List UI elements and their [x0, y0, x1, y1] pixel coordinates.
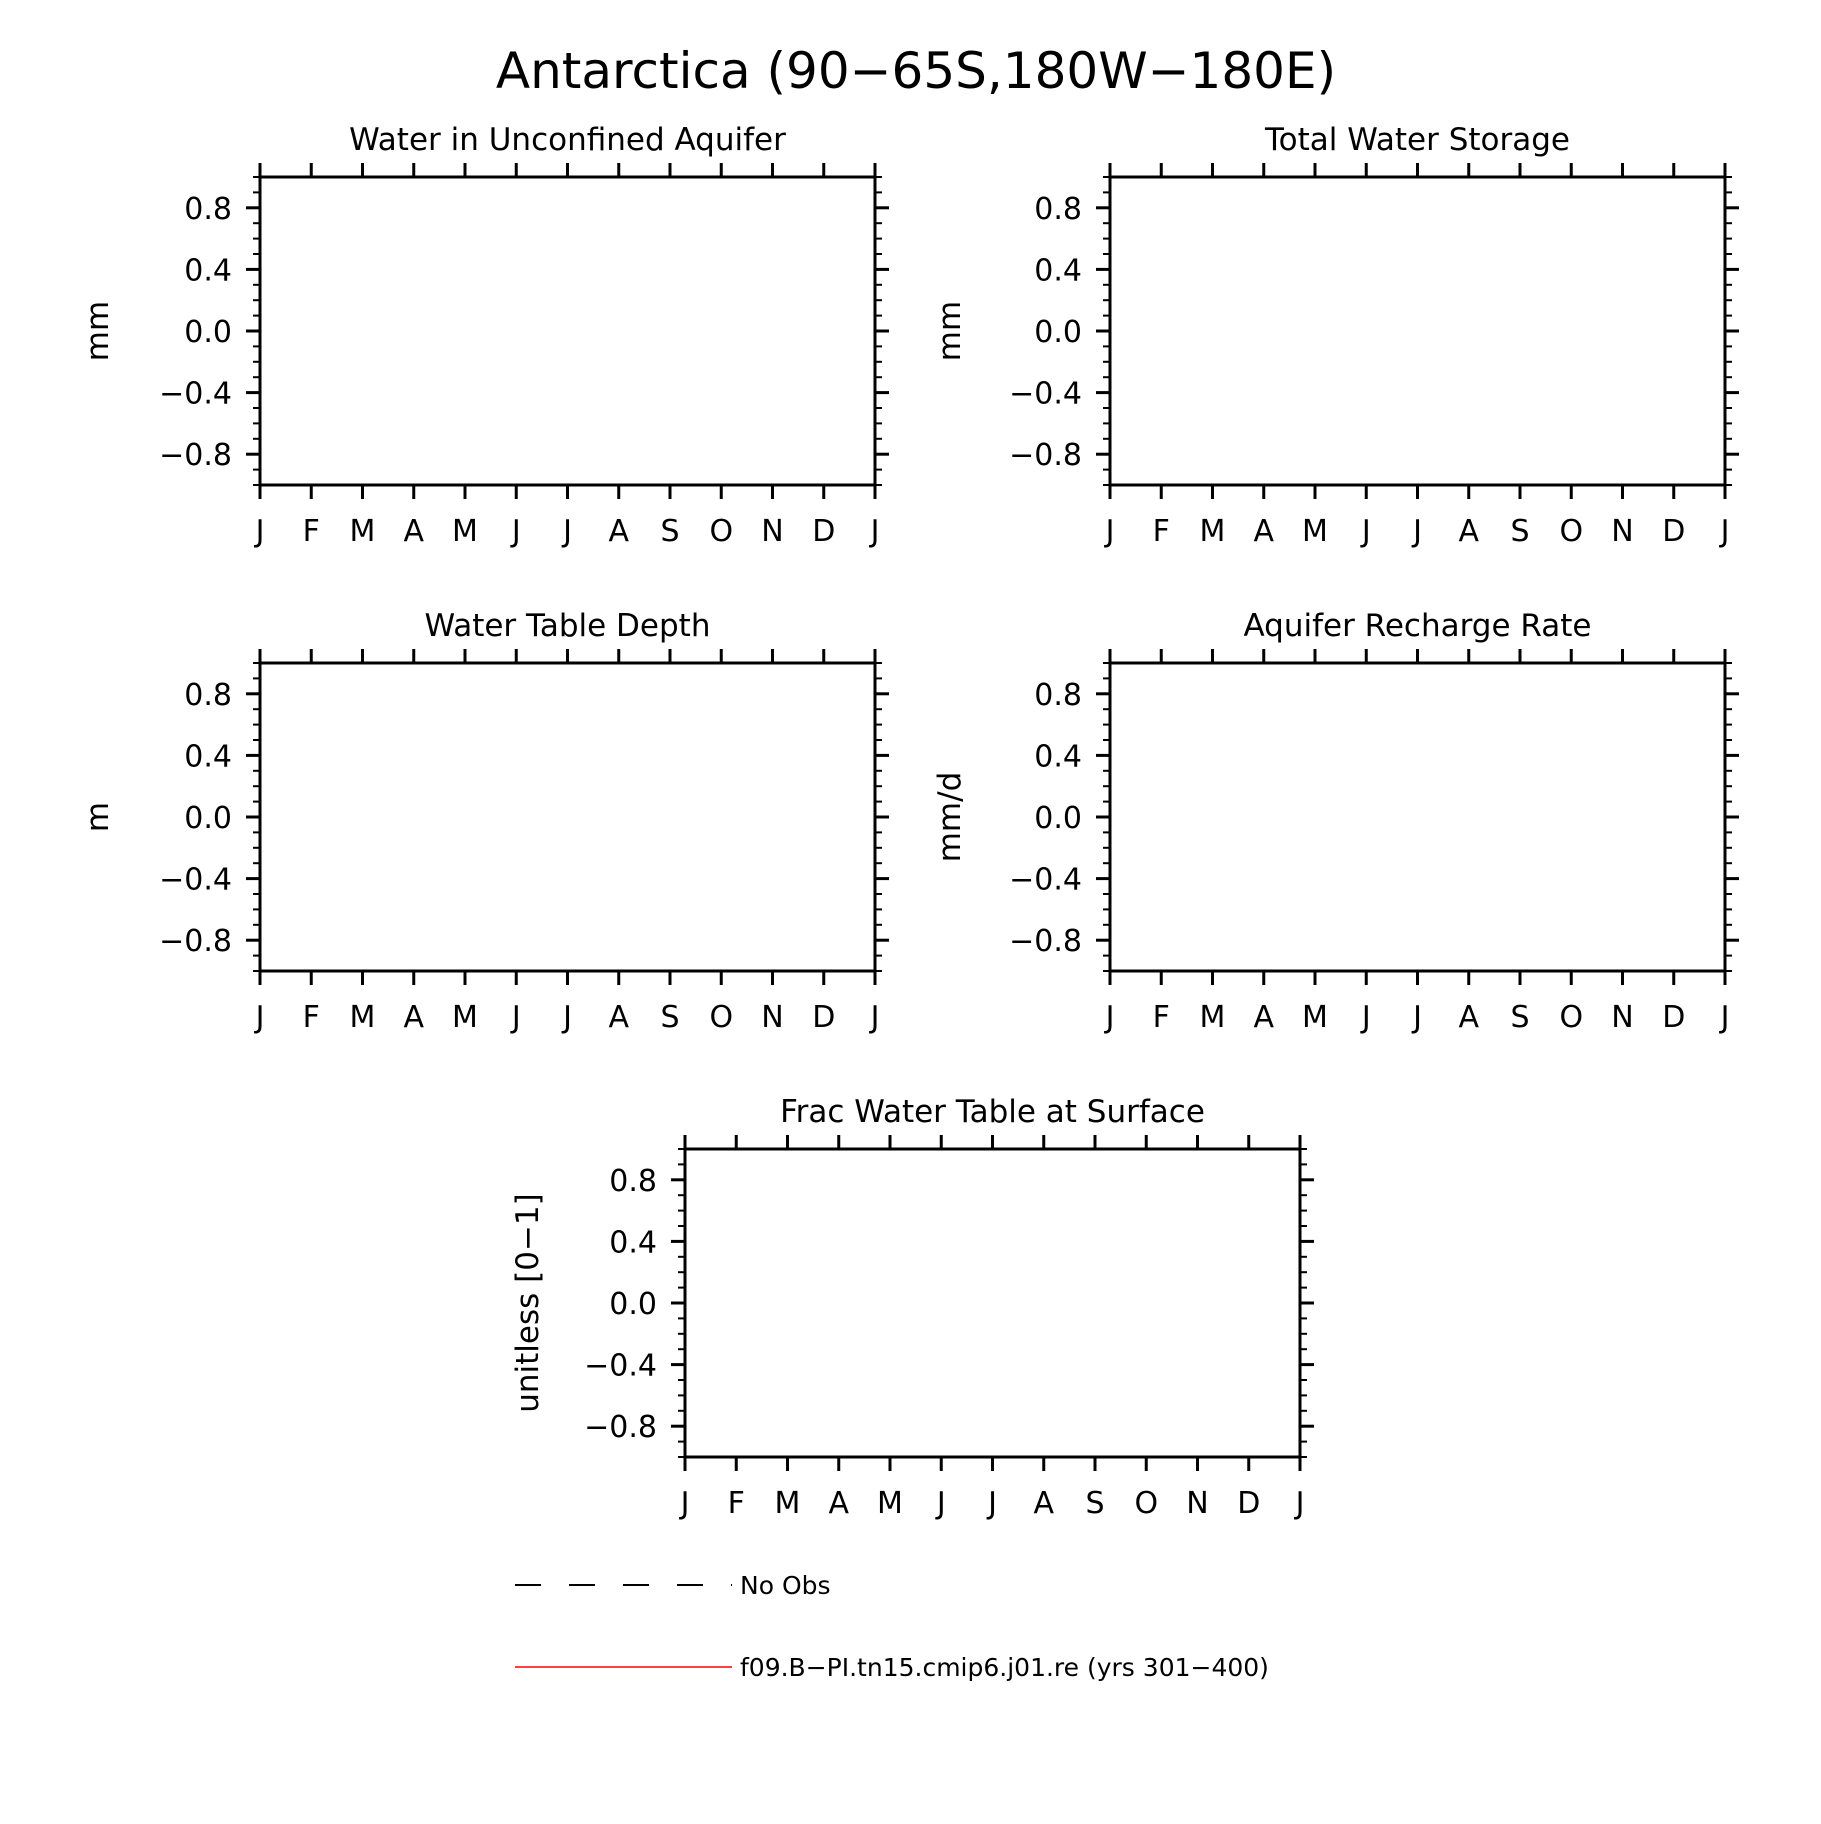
- x-tick-label: A: [1033, 1486, 1055, 1521]
- chart-panel-5: [510, 1094, 1314, 1521]
- x-tick-label: O: [1559, 1000, 1584, 1035]
- x-tick-label: A: [1458, 514, 1480, 549]
- y-tick-label: 0.0: [1034, 315, 1082, 350]
- y-tick-label: −0.8: [159, 438, 232, 474]
- plot-frame: [1110, 663, 1725, 971]
- x-tick-label: J: [255, 514, 265, 549]
- y-axis-label: mm: [80, 300, 116, 362]
- legend-item: [515, 1653, 1269, 1682]
- plot-frame: [260, 177, 875, 485]
- x-tick-label: J: [870, 1000, 880, 1035]
- x-tick-label: S: [660, 514, 680, 549]
- y-tick-label: −0.8: [1009, 924, 1082, 960]
- y-tick-label: 0.4: [1034, 739, 1082, 775]
- x-tick-label: F: [1152, 514, 1170, 549]
- x-tick-label: J: [563, 1000, 572, 1035]
- x-tick-label: M: [1302, 1000, 1328, 1035]
- x-tick-label: F: [302, 1000, 320, 1035]
- y-tick-label: 0.4: [184, 253, 232, 289]
- x-tick-label: M: [349, 1000, 376, 1035]
- y-tick-label: −0.8: [159, 924, 232, 960]
- y-tick-label: −0.4: [1009, 862, 1082, 898]
- x-tick-label: N: [1611, 1000, 1634, 1035]
- y-tick-label: 0.8: [184, 191, 232, 227]
- x-tick-label: F: [302, 514, 320, 549]
- x-tick-label: D: [812, 1000, 836, 1035]
- x-tick-label: J: [511, 1000, 521, 1035]
- legend-label: f09.B−PI.tn15.cmip6.j01.re (yrs 301−400): [740, 1653, 1269, 1682]
- y-tick-label: −0.8: [1009, 438, 1082, 474]
- y-tick-label: −0.8: [584, 1410, 657, 1446]
- x-tick-label: J: [1361, 514, 1371, 549]
- x-tick-label: S: [660, 1000, 680, 1035]
- x-tick-label: D: [1662, 514, 1686, 549]
- panel-title: Frac Water Table at Surface: [780, 1094, 1205, 1130]
- x-tick-label: A: [1253, 1000, 1275, 1035]
- x-tick-label: J: [680, 1486, 690, 1521]
- chart-panel-2: [932, 122, 1739, 549]
- legend: [515, 1571, 1269, 1682]
- x-tick-label: M: [452, 514, 478, 549]
- x-tick-label: O: [709, 1000, 734, 1035]
- x-tick-label: S: [1085, 1486, 1105, 1521]
- chart-panel-4: [932, 608, 1739, 1035]
- x-tick-label: J: [1413, 1000, 1422, 1035]
- y-tick-label: −0.4: [159, 376, 232, 412]
- panel-title: Total Water Storage: [1264, 122, 1571, 158]
- x-tick-label: N: [761, 514, 784, 549]
- y-axis-label: mm: [932, 300, 968, 362]
- y-axis-label: mm/d: [932, 771, 968, 863]
- x-tick-label: O: [709, 514, 734, 549]
- x-tick-label: A: [608, 514, 630, 549]
- x-tick-label: J: [988, 1486, 997, 1521]
- x-tick-label: J: [563, 514, 572, 549]
- x-tick-label: A: [403, 514, 425, 549]
- x-tick-label: M: [877, 1486, 903, 1521]
- y-tick-label: 0.4: [1034, 253, 1082, 289]
- y-tick-label: 0.8: [184, 677, 232, 713]
- x-tick-label: F: [727, 1486, 745, 1521]
- x-tick-label: F: [1152, 1000, 1170, 1035]
- y-tick-label: 0.8: [1034, 677, 1082, 713]
- y-tick-label: 0.4: [184, 739, 232, 775]
- plot-frame: [1110, 177, 1725, 485]
- x-tick-label: J: [1720, 514, 1730, 549]
- y-tick-label: 0.0: [1034, 801, 1082, 836]
- legend-label: No Obs: [740, 1571, 831, 1600]
- panel-title: Water in Unconfined Aquifer: [349, 122, 786, 158]
- x-tick-label: D: [812, 514, 836, 549]
- x-tick-label: A: [608, 1000, 630, 1035]
- y-axis-label: unitless [0−1]: [510, 1193, 546, 1413]
- x-tick-label: J: [1361, 1000, 1371, 1035]
- plot-frame: [260, 663, 875, 971]
- x-tick-label: J: [1105, 1000, 1115, 1035]
- panels: [80, 122, 1739, 1521]
- x-tick-label: J: [1413, 514, 1422, 549]
- x-tick-label: N: [1611, 514, 1634, 549]
- panel-title: Water Table Depth: [424, 608, 711, 644]
- x-tick-label: J: [1295, 1486, 1305, 1521]
- chart-panel-1: [80, 122, 889, 549]
- y-tick-label: 0.8: [1034, 191, 1082, 227]
- y-tick-label: 0.4: [609, 1225, 657, 1261]
- x-tick-label: J: [936, 1486, 946, 1521]
- x-tick-label: A: [403, 1000, 425, 1035]
- y-tick-label: 0.0: [184, 801, 232, 836]
- x-tick-label: J: [1720, 1000, 1730, 1035]
- y-tick-label: −0.4: [159, 862, 232, 898]
- x-tick-label: O: [1134, 1486, 1159, 1521]
- x-tick-label: J: [511, 514, 521, 549]
- x-tick-label: O: [1559, 514, 1584, 549]
- y-tick-label: −0.4: [584, 1348, 657, 1384]
- x-tick-label: J: [870, 514, 880, 549]
- x-tick-label: S: [1510, 514, 1530, 549]
- y-tick-label: 0.8: [609, 1163, 657, 1199]
- x-tick-label: A: [828, 1486, 850, 1521]
- x-tick-label: D: [1662, 1000, 1686, 1035]
- x-tick-label: J: [255, 1000, 265, 1035]
- x-tick-label: N: [1186, 1486, 1209, 1521]
- x-tick-label: J: [1105, 514, 1115, 549]
- y-axis-label: m: [80, 801, 116, 833]
- panel-title: Aquifer Recharge Rate: [1243, 608, 1592, 644]
- x-tick-label: A: [1458, 1000, 1480, 1035]
- x-tick-label: N: [761, 1000, 784, 1035]
- x-tick-label: M: [452, 1000, 478, 1035]
- y-tick-label: −0.4: [1009, 376, 1082, 412]
- x-tick-label: M: [1302, 514, 1328, 549]
- x-tick-label: M: [349, 514, 376, 549]
- legend-item: [515, 1571, 831, 1600]
- x-tick-label: A: [1253, 514, 1275, 549]
- x-tick-label: S: [1510, 1000, 1530, 1035]
- x-tick-label: M: [1199, 514, 1226, 549]
- x-tick-label: M: [774, 1486, 801, 1521]
- x-tick-label: M: [1199, 1000, 1226, 1035]
- figure-title: Antarctica (90−65S,180W−180E): [495, 42, 1337, 100]
- y-tick-label: 0.0: [184, 315, 232, 350]
- chart-panel-3: [80, 608, 889, 1035]
- plot-frame: [685, 1149, 1300, 1457]
- y-tick-label: 0.0: [609, 1287, 657, 1322]
- x-tick-label: D: [1237, 1486, 1261, 1521]
